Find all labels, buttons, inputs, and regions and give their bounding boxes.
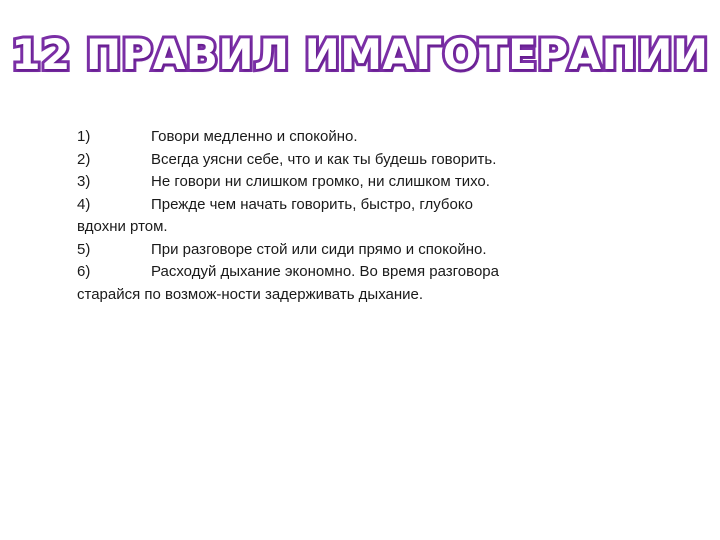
rule-text: При разговоре стой или сиди прямо и спокойно. [151,240,487,258]
rule-number: 1) [77,128,91,145]
rule-text: Прежде чем начать говорить, быстро, глубоко вдохни ртом. [77,195,473,235]
rule-text: Не говори ни слишком громко, ни слишком тихо. [151,173,490,190]
rule-item [77,149,507,172]
rule-item [77,194,507,239]
rule-item [77,126,507,149]
rule-text: Расходуй дыхание экономно. Во время разговора старайся по возмож-ности задерживать дыхание. [77,263,499,303]
rule-item [77,239,507,262]
slide-title: 12 ПРАВИЛ ИМАГОТЕРАПИИ [11,30,709,79]
rule-text: Говори медленно и спокойно. [151,128,358,145]
rule-item [77,171,507,194]
rule-number: 4) [77,195,91,213]
rule-item [77,261,507,306]
rules-list [77,126,507,306]
rule-number: 6) [77,263,91,280]
rule-number: 2) [77,150,91,168]
rule-number: 3) [77,173,91,190]
rule-number: 5) [77,240,91,258]
rule-text: Всегда уясни себе, что и как ты будешь говорить. [151,150,497,168]
